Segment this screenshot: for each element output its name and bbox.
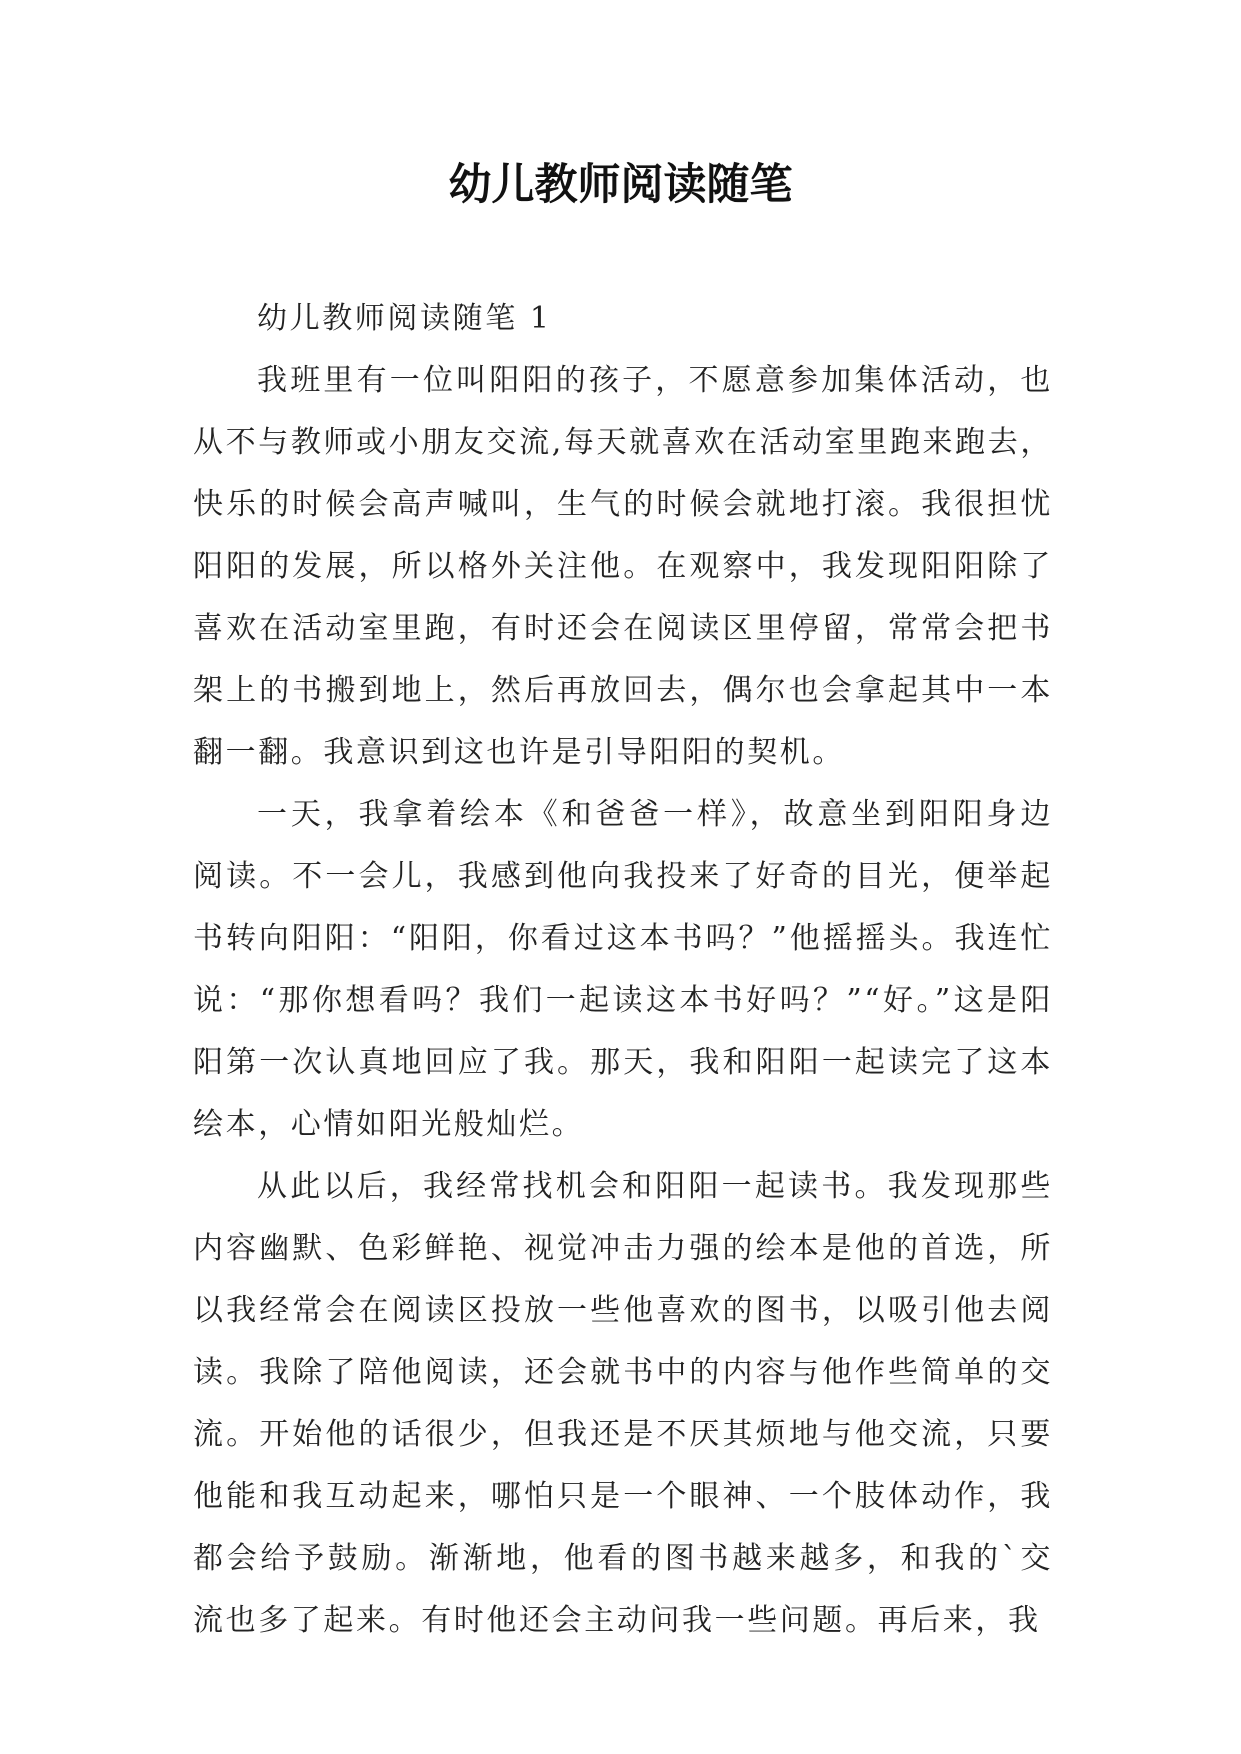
section-heading: 幼儿教师阅读随笔 1 <box>257 301 552 336</box>
document-title: 幼儿教师阅读随笔 <box>448 160 793 210</box>
document-body <box>193 288 1053 1652</box>
paragraph-2: 一天，我拿着绘本《和爸爸一样》，故意坐到阳阳身边阅读。不一会儿，我感到他向我投来了好奇的目光，便举起书转向阳阳：“阳阳，你看过这本书吗？”他摇摇头。我连忙说：“那你想看吗？我们一起读这本书好吗？”“好。”这是阳阳第一次认真地回应了我。那天，我和阳阳一起读完了这本绘本，心情如阳光般灿烂。 <box>193 797 1053 1142</box>
paragraph-3: 从此以后，我经常找机会和阳阳一起读书。我发现那些内容幽默、色彩鲜艳、视觉冲击力强的绘本是他的首选，所以我经常会在阅读区投放一些他喜欢的图书，以吸引他去阅读。我除了陪他阅读，还会就书中的内容与他作些简单的交流。开始他的话很少，但我还是不厌其烦地与他交流，只要他能和我互动起来，哪怕只是一个眼神、一个肢体动作，我都会给予鼓励。渐渐地，他看的图书越来越多，和我的`交流也多了起来。有时他还会主动问我一些问题。再后来，我 <box>193 1169 1053 1638</box>
paragraph-1: 我班里有一位叫阳阳的孩子，不愿意参加集体活动，也从不与教师或小朋友交流,每天就喜欢在活动室里跑来跑去，快乐的时候会高声喊叫，生气的时候会就地打滚。我很担忧阳阳的发展，所以格外关注他。在观察中，我发现阳阳除了喜欢在活动室里跑，有时还会在阅读区里停留，常常会把书架上的书搬到地上，然后再放回去，偶尔也会拿起其中一本翻一翻。我意识到这也许是引导阳阳的契机。 <box>193 363 1053 770</box>
